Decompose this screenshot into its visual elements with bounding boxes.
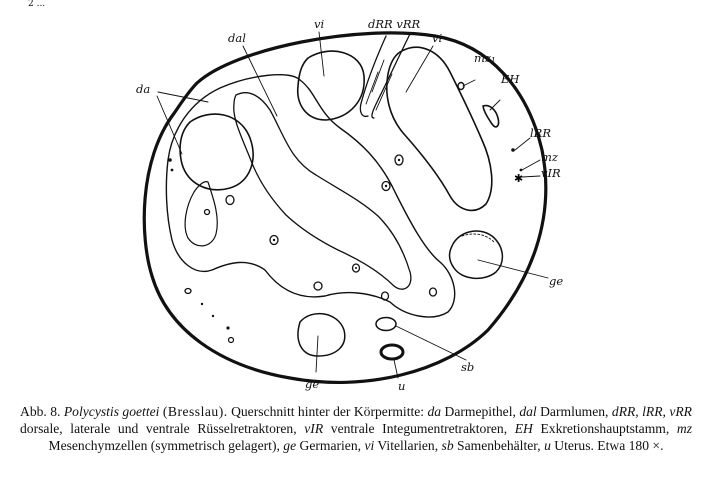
label-vi-top: vi: [314, 17, 325, 31]
corner-mark: 2 ...: [28, 0, 46, 9]
label-ge-right: ge: [549, 274, 564, 288]
caption-species: Polycystis goettei: [63, 404, 160, 419]
intestine-lumen: [234, 93, 411, 289]
caption-abbr: u: [544, 438, 551, 453]
figure-caption: [20, 403, 692, 454]
caption-abbr: vIR: [304, 421, 324, 436]
caption-author: (Bresslau).: [162, 404, 228, 419]
caption-abbr: da: [427, 404, 442, 419]
caption-abbr: vi: [364, 438, 375, 453]
caption-abbr: ge: [283, 438, 297, 453]
label-da: da: [136, 82, 151, 96]
caption-text: Germarien,: [296, 438, 365, 453]
germarium-bottom: [298, 314, 345, 356]
label-dRR-vRR: dRR vRR: [368, 17, 421, 31]
caption-fig-no: Abb. 8.: [20, 404, 61, 419]
label-mz: mz: [541, 150, 558, 164]
label-ge-bottom: ge: [305, 377, 320, 391]
caption-abbr: dRR, lRR, vRR: [611, 404, 692, 419]
germarium-right: [450, 231, 503, 278]
label-u: u: [398, 379, 406, 393]
label-lRR: lRR: [530, 126, 551, 140]
label-mz1: mz₁: [474, 51, 496, 65]
label-dal: dal: [228, 31, 246, 45]
vitellarium-top: [298, 51, 364, 120]
seminal-receptacle: [376, 318, 396, 331]
caption-text: Mesenchymzellen (symmetrisch gelagert),: [48, 438, 284, 453]
caption-text: Exkretionshauptstamm,: [532, 421, 677, 436]
caption-text: Darmlumen,: [536, 404, 612, 419]
caption-text: Uterus.: [550, 438, 594, 453]
caption-text: ventrale Integumentretraktoren,: [323, 421, 515, 436]
caption-abbr: EH: [514, 421, 533, 436]
caption-text: dorsale, laterale und ventrale Rüsselretraktoren,: [20, 421, 305, 436]
caption-text: Samenbehälter,: [453, 438, 545, 453]
body-outline: [144, 33, 546, 383]
label-EH: EH: [501, 72, 520, 86]
vitellarium-left: [180, 114, 253, 190]
caption-abbr: sb: [441, 438, 454, 453]
caption-abbr: dal: [519, 404, 537, 419]
vIR-mark: ✱: [514, 172, 524, 185]
mesenchyme-cells: [205, 155, 437, 300]
caption-text: Querschnitt hinter der Körpermitte:: [227, 404, 428, 419]
caption-abbr: mz: [676, 421, 692, 436]
caption-magnification: Etwa 180 ×.: [593, 438, 664, 453]
uterus: [381, 345, 403, 359]
caption-text: Vitellarien,: [374, 438, 442, 453]
label-sb: sb: [461, 360, 475, 374]
label-vIR: vIR: [541, 166, 561, 180]
intestine-lumen-left: [185, 182, 217, 246]
caption-text: Darmepithel,: [441, 404, 516, 419]
lRR-cell: [511, 148, 515, 152]
vitellarium-right: [387, 47, 492, 210]
label-vi-right: vi: [432, 31, 443, 45]
